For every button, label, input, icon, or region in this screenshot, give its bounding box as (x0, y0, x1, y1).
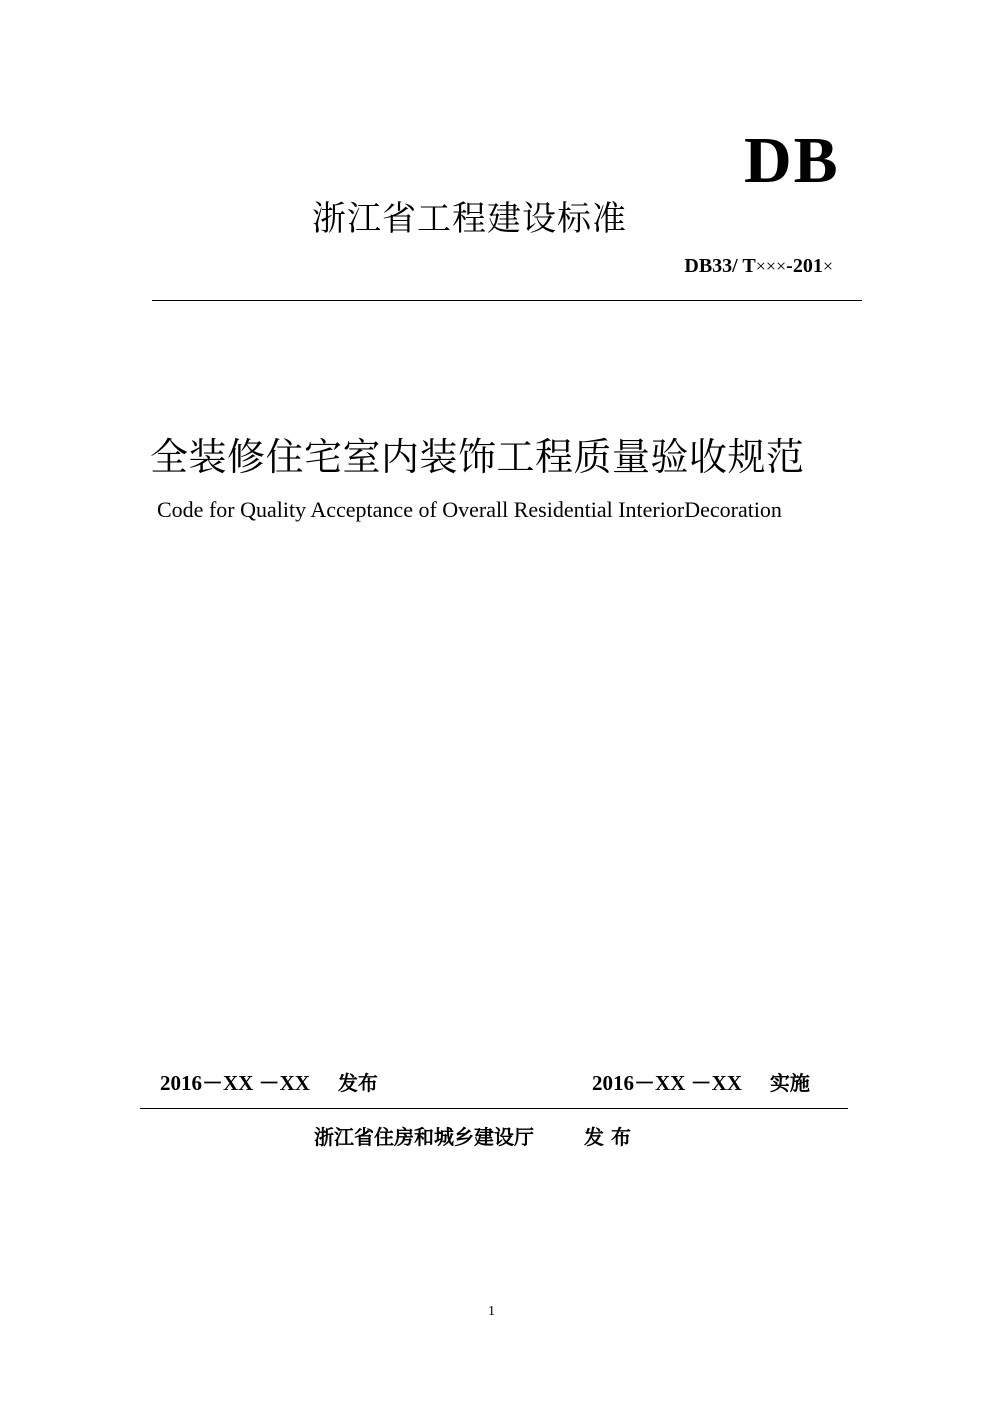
standard-code-year: -201 (786, 255, 823, 277)
publisher-line (314, 1127, 631, 1147)
effective-date: 2016－XX －XX (592, 1071, 742, 1095)
page-number: 1 (488, 1304, 495, 1319)
effective-label: 实施 (769, 1071, 810, 1095)
document-title-english: Code for Quality Acceptance of Overall Residential InteriorDecoration (157, 497, 782, 522)
issue-date: 2016－XX －XX (160, 1071, 310, 1095)
standard-code-mid: ××× (755, 256, 787, 276)
publisher-action: 发 布 (584, 1125, 631, 1149)
issue-label: 发布 (337, 1071, 378, 1095)
top-divider (152, 300, 862, 301)
bottom-divider (140, 1108, 848, 1109)
publisher-name: 浙江省住房和城乡建设厅 (314, 1125, 534, 1149)
effective-date-line (592, 1073, 810, 1094)
db-logo: DB (744, 124, 840, 197)
standard-code (684, 256, 833, 276)
standard-category-title: 浙江省工程建设标准 (312, 199, 627, 239)
issue-date-line (160, 1073, 378, 1094)
document-title-chinese: 全装修住宅室内装饰工程质量验收规范 (150, 435, 805, 479)
standard-code-prefix: DB33/ T (684, 255, 756, 277)
standard-code-suffix: × (822, 256, 833, 276)
